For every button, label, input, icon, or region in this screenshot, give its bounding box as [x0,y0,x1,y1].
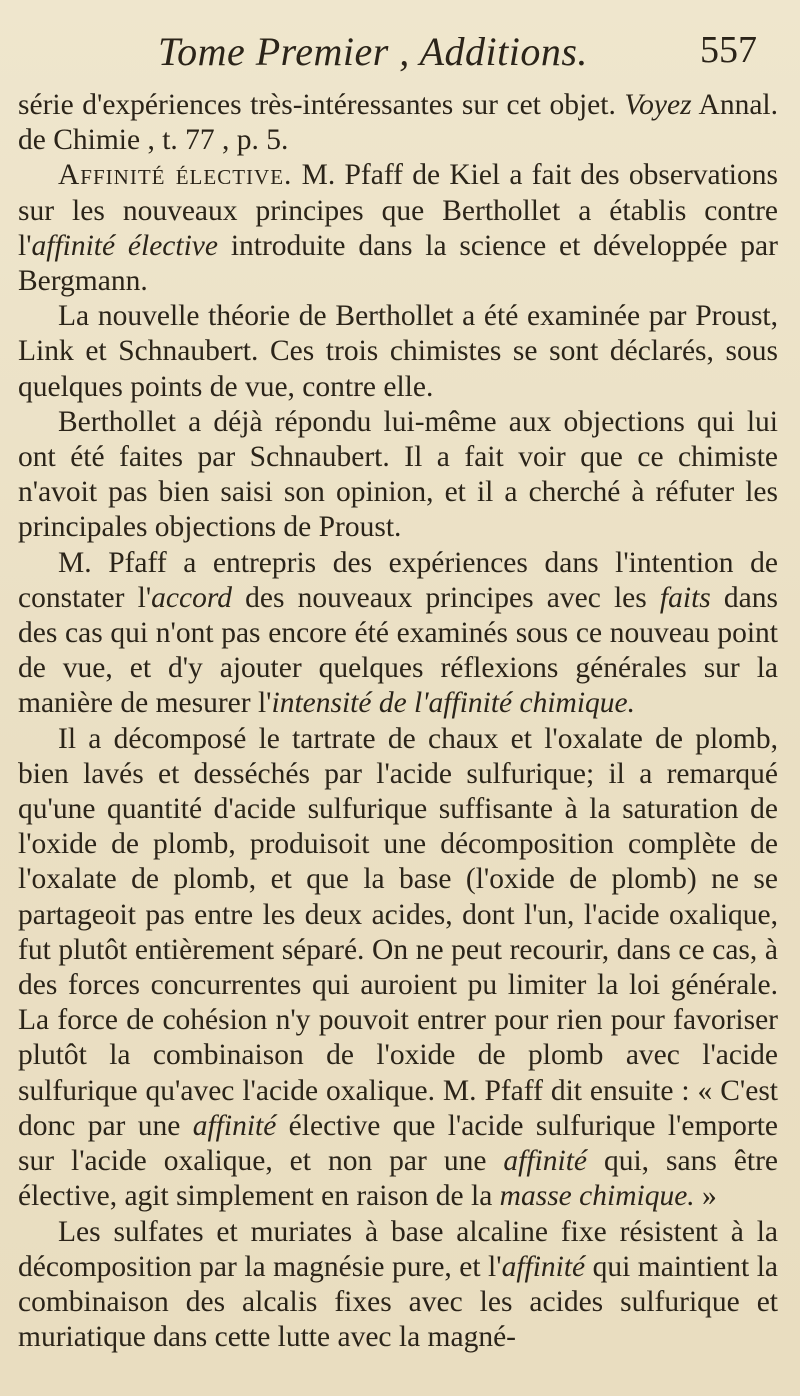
paragraph [18,722,778,1215]
text-run: M. Pfaff de Kiel a fait des observations sur les nouveaux principes que Berthollet a établis contre l' [18,159,778,262]
page-number: 557 [700,29,757,71]
section-heading: Affinité élective. [58,159,293,192]
text-run: dans des cas qui n'ont pas encore été examinés sous ce nouveau point de vue, et d'y ajouter quelques réflexions générales sur la manière de mesurer l' [18,581,778,720]
paragraph [18,299,778,405]
text-run: Il a décomposé le tartrate de chaux et l'oxalate de plomb, bien lavés et desséchés par l'acide sulfurique; il a remarqué qu'une quantité d'acide sulfurique suffisante à la saturation de l'oxide de plomb, produisoit une décomposition complète de l'oxalate de plomb, et que la base (l'oxide de plomb) ne se partageoit pas entre les deux acides, dont l'un, l'acide oxalique, fut plutôt entièrement séparé. On ne peut recourir, dans ce cas, à des forces concurrentes qui auroient pu limiter la loi générale. La force de cohésion n'y pouvoit entrer pour rien pour favoriser plutôt la combinaison de l'oxide de plomb avec l'acide sulfurique qu'avec l'acide oxalique. M. Pfaff dit ensuite : « C'est donc par une [18,722,778,1142]
text-run: » [694,1180,717,1213]
text-run: faits [659,581,711,614]
text-run: accord [151,581,232,614]
text-run: Berthollet a déjà répondu lui-même aux objections qui lui ont été faites par Schnaubert. Il a fait voir que ce chimiste n'avoit pas bien saisi son opinion, et il a cherché à réfuter les principales objections de Proust. [18,405,778,544]
paragraph [18,88,778,158]
text-run: des nouveaux principes avec les [231,581,660,614]
running-title: Tome Premier , Additions. [158,29,588,74]
text-run: qui maintient la combinaison des alcalis fixes avec les acides sulfurique et muriatique dans cette lutte avec la magné- [18,1250,778,1354]
text-run: intensité de l'affinité chimique. [271,687,636,720]
text-run: Les sulfates et muriates à base alcaline fixe résistent à la décomposition par la magnésie pure, et l' [18,1215,778,1283]
text-run: La nouvelle théorie de Berthollet a été examinée par Proust, Link et Schnaubert. Ces trois chimistes se sont déclarés, sous quelques points de vue, contre elle. [18,300,778,403]
text-run: Annal. de Chimie , t. 77 , p. 5. [18,89,778,157]
body-text [18,88,778,1355]
text-run: affinité [192,1109,277,1142]
text-run: M. Pfaff a entrepris des expériences dans l'intention de constater l' [18,546,778,614]
text-run: affinité [501,1250,586,1283]
text-run: série d'expériences très-intéressantes sur cet objet. [18,89,625,121]
paragraph [18,1215,778,1356]
text-run: Voyez [624,89,692,121]
paragraph [18,405,778,546]
page-header [0,20,800,80]
text-run: élective que l'acide sulfurique l'emporte sur l'acide oxalique, et non par une [18,1109,778,1178]
text-run: introduite dans la science et développée par Bergmann. [18,229,778,298]
text-run: masse chimique. [499,1180,695,1213]
paragraph [18,158,778,299]
text-run: qui, sans être élective, agit simplement en raison de la [18,1145,779,1213]
text-run: affinité élective [31,229,218,262]
text-run: affinité [503,1145,587,1178]
paragraph [18,546,778,722]
